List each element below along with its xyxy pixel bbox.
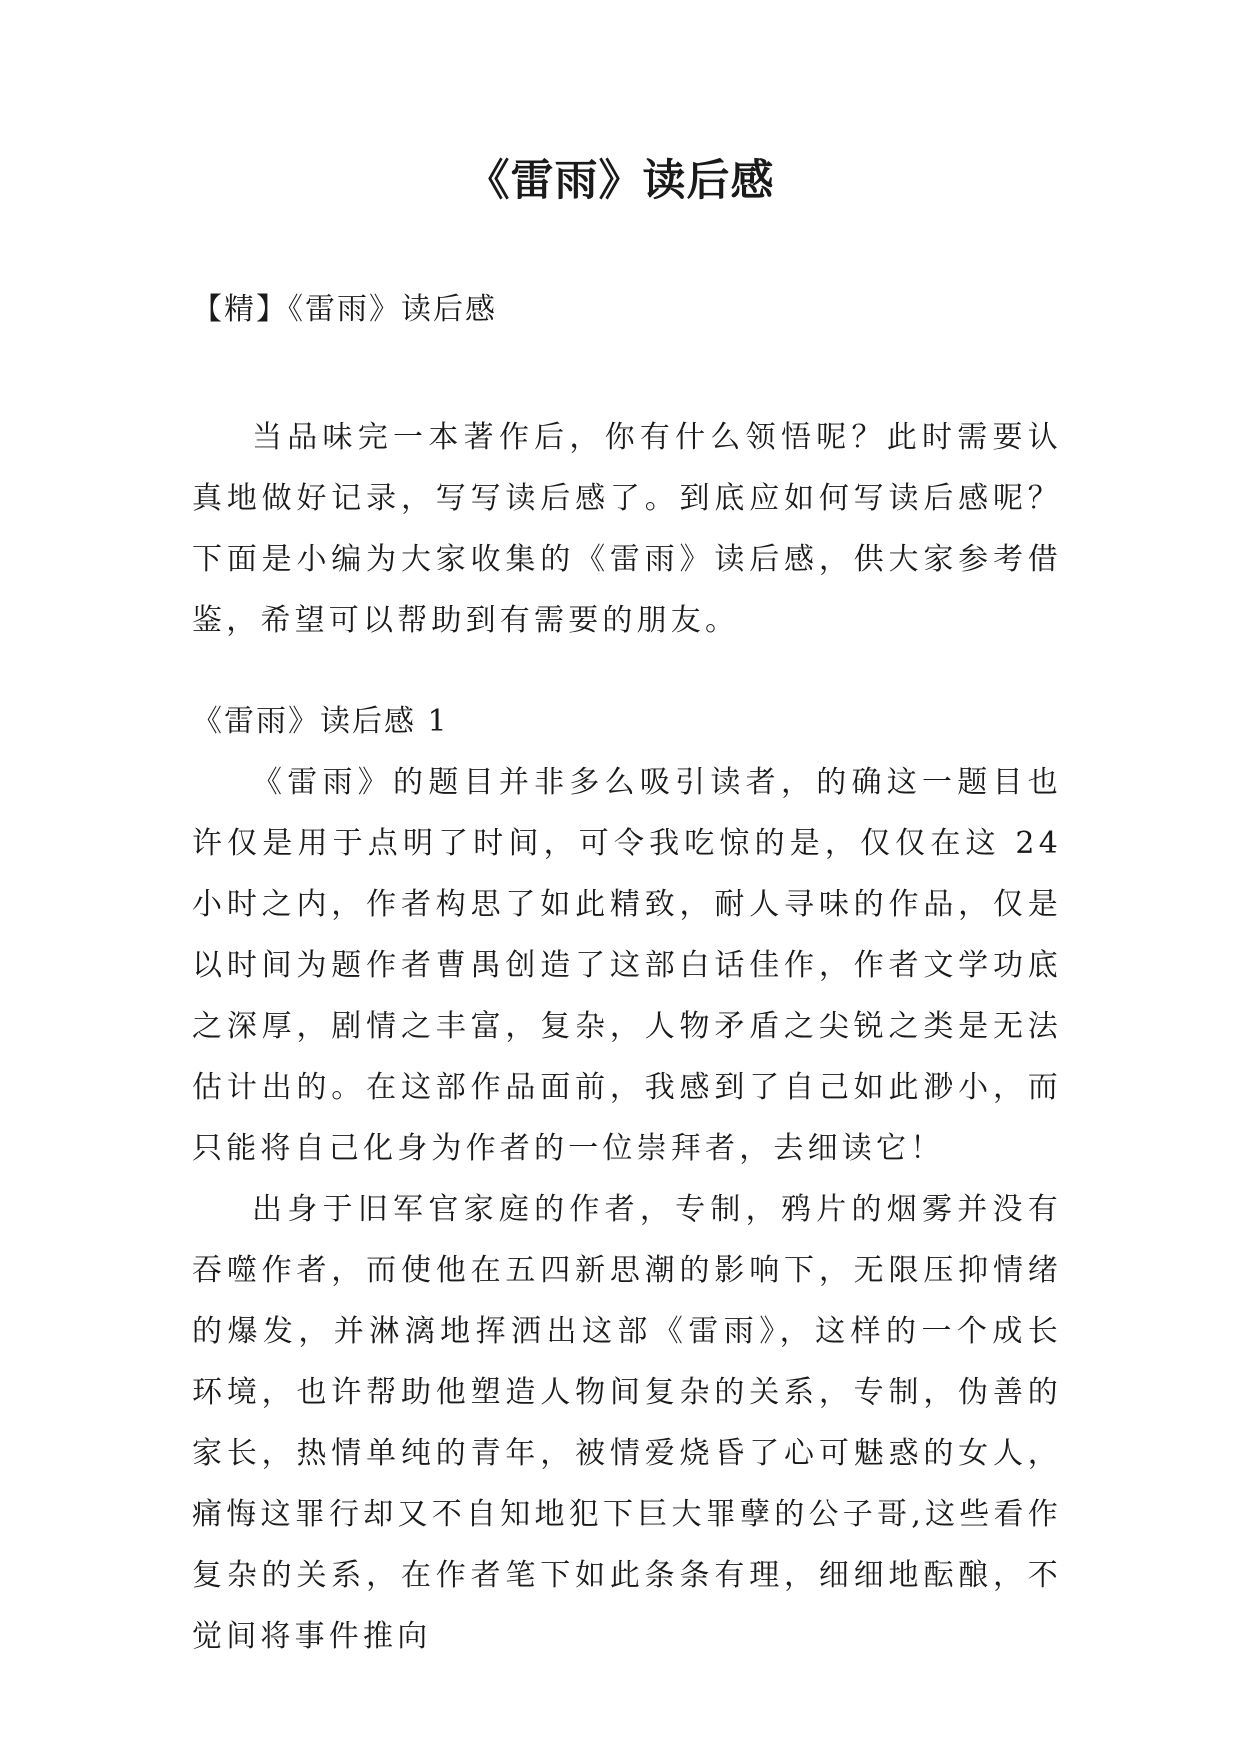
intro-paragraph: 当品味完一本著作后，你有什么领悟呢？此时需要认真地做好记录，写写读后感了。到底应如何写读后感呢？下面是小编为大家收集的《雷雨》读后感，供大家参考借鉴，希望可以帮助到有需要的朋友。 [192, 420, 1062, 638]
body-paragraph-1: 《雷雨》的题目并非多么吸引读者，的确这一题目也许仅是用于点明了时间，可令我吃惊的是，仅仅在这 24 小时之内，作者构思了如此精致，耐人寻味的作品，仅是以时间为题作者曹禺创造了这部白话佳作，作者文学功底之深厚，剧情之丰富，复杂，人物矛盾之尖锐之类是无法估计出的。在这部作品面前，我感到了自己如此渺小，而只能将自己化身为作者的一位崇拜者，去细读它！ [192, 765, 1062, 1166]
body-paragraph-2: 出身于旧军官家庭的作者，专制，鸦片的烟雾并没有吞噬作者，而使他在五四新思潮的影响下，无限压抑情绪的爆发，并淋漓地挥洒出这部《雷雨》，这样的一个成长环境，也许帮助他塑造人物间复杂的关系，专制，伪善的家长，热情单纯的青年，被情爱烧昏了心可魅惑的女人，痛悔这罪行却又不自知地犯下巨大罪孽的公子哥,这些看作复杂的关系，在作者笔下如此条条有理，细细地酝酿，不觉间将事件推向 [192, 1192, 1062, 1654]
document-subtitle: 【精】《雷雨》读后感 [192, 292, 497, 327]
section-body [192, 752, 1062, 1667]
intro-block [192, 407, 1062, 651]
section-heading: 《雷雨》读后感 1 [192, 704, 449, 739]
document-title: 《雷雨》读后感 [466, 156, 775, 206]
